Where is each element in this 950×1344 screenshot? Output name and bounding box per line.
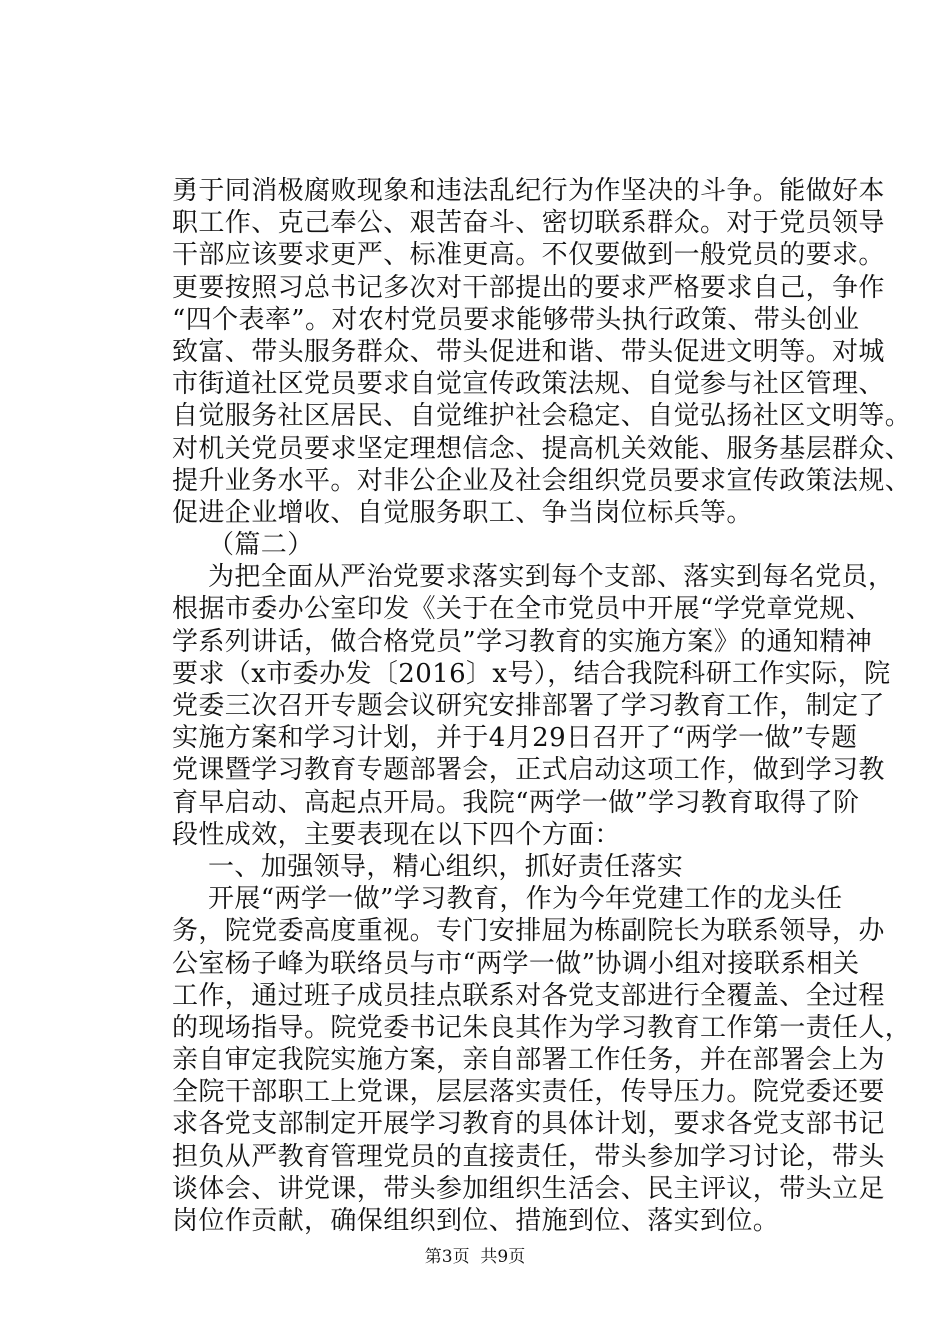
body-line: 职工作、克己奉公、艰苦奋斗、密切联系群众。对于党员领导	[172, 208, 885, 239]
body-line: 务，院党委高度重视。专门安排屈为栋副院长为联系领导，办	[172, 916, 885, 947]
body-line: 段性成效，主要表现在以下四个方面：	[172, 819, 621, 850]
paragraph-first-line: 为把全面从严治党要求落实到每个支部、落实到每名党员，	[208, 562, 895, 593]
body-line: 促进企业增收、自觉服务职工、争当岗位标兵等。	[172, 497, 753, 528]
page-footer	[0, 1246, 950, 1268]
subsection-heading: 一、加强领导，精心组织，抓好责任落实	[208, 851, 684, 882]
paragraph-first-line: 开展“两学一做”学习教育，作为今年党建工作的龙头任	[208, 884, 843, 915]
body-line: 实施方案和学习计划，并于4月29日召开了“两学一做”专题	[172, 723, 858, 754]
body-line: 提升业务水平。对非公企业及社会组织党员要求宣传政策法规、	[172, 465, 912, 496]
body-line: 更要按照习总书记多次对干部提出的要求严格要求自己，争作	[172, 272, 885, 303]
body-line: 市街道社区党员要求自觉宣传政策法规、自觉参与社区管理、	[172, 369, 885, 400]
document-body	[172, 175, 912, 1237]
body-line: 岗位作贡献，确保组织到位、措施到位、落实到位。	[172, 1206, 780, 1236]
body-line: 自觉服务社区居民、自觉维护社会稳定、自觉弘扬社区文明等。	[172, 401, 912, 432]
body-line: 党课暨学习教育专题部署会，正式启动这项工作，做到学习教	[172, 755, 885, 786]
body-line: 担负从严教育管理党员的直接责任，带头参加学习讨论，带头	[172, 1141, 885, 1172]
body-line: 亲自审定我院实施方案，亲自部署工作任务，并在部署会上为	[172, 1045, 885, 1076]
body-line: 要求（x市委办发〔2016〕x号），结合我院科研工作实际，院	[172, 658, 891, 689]
body-line: 公室杨子峰为联络员与市“两学一做”协调小组对接联系相关	[172, 948, 860, 979]
body-line: 对机关党员要求坚定理想信念、提高机关效能、服务基层群众、	[172, 433, 912, 464]
body-line: 学系列讲话，做合格党员”学习教育的实施方案》的通知精神	[172, 626, 873, 657]
body-line: 工作，通过班子成员挂点联系对各党支部进行全覆盖、全过程	[172, 980, 885, 1011]
body-line: “四个表率”。对农村党员要求能够带头执行政策、带头创业	[172, 304, 860, 335]
body-line: 党委三次召开专题会议研究安排部署了学习教育工作，制定了	[172, 691, 885, 721]
body-line: 致富、带头服务群众、带头促进和谐、带头促进文明等。对城	[172, 336, 885, 367]
body-line: 谈体会、讲党课，带头参加组织生活会、民主评议，带头立足	[172, 1173, 885, 1204]
section-heading: （篇二）	[208, 530, 314, 561]
body-line: 勇于同消极腐败现象和违法乱纪行为作坚决的斗争。能做好本	[172, 176, 885, 206]
body-line: 育早启动、高起点开局。我院“两学一做”学习教育取得了阶	[172, 787, 860, 818]
body-line: 干部应该要求更严、标准更高。不仅要做到一般党员的要求。	[172, 240, 885, 271]
body-line: 求各党支部制定开展学习教育的具体计划，要求各党支部书记	[172, 1109, 885, 1140]
body-line: 根据市委办公室印发《关于在全市党员中开展“学党章党规、	[172, 594, 873, 625]
page-number: 第3页 共9页	[424, 1247, 526, 1267]
body-line: 的现场指导。院党委书记朱良其作为学习教育工作第一责任人，	[172, 1012, 912, 1043]
body-line: 全院干部职工上党课，层层落实责任，传导压力。院党委还要	[172, 1077, 885, 1108]
